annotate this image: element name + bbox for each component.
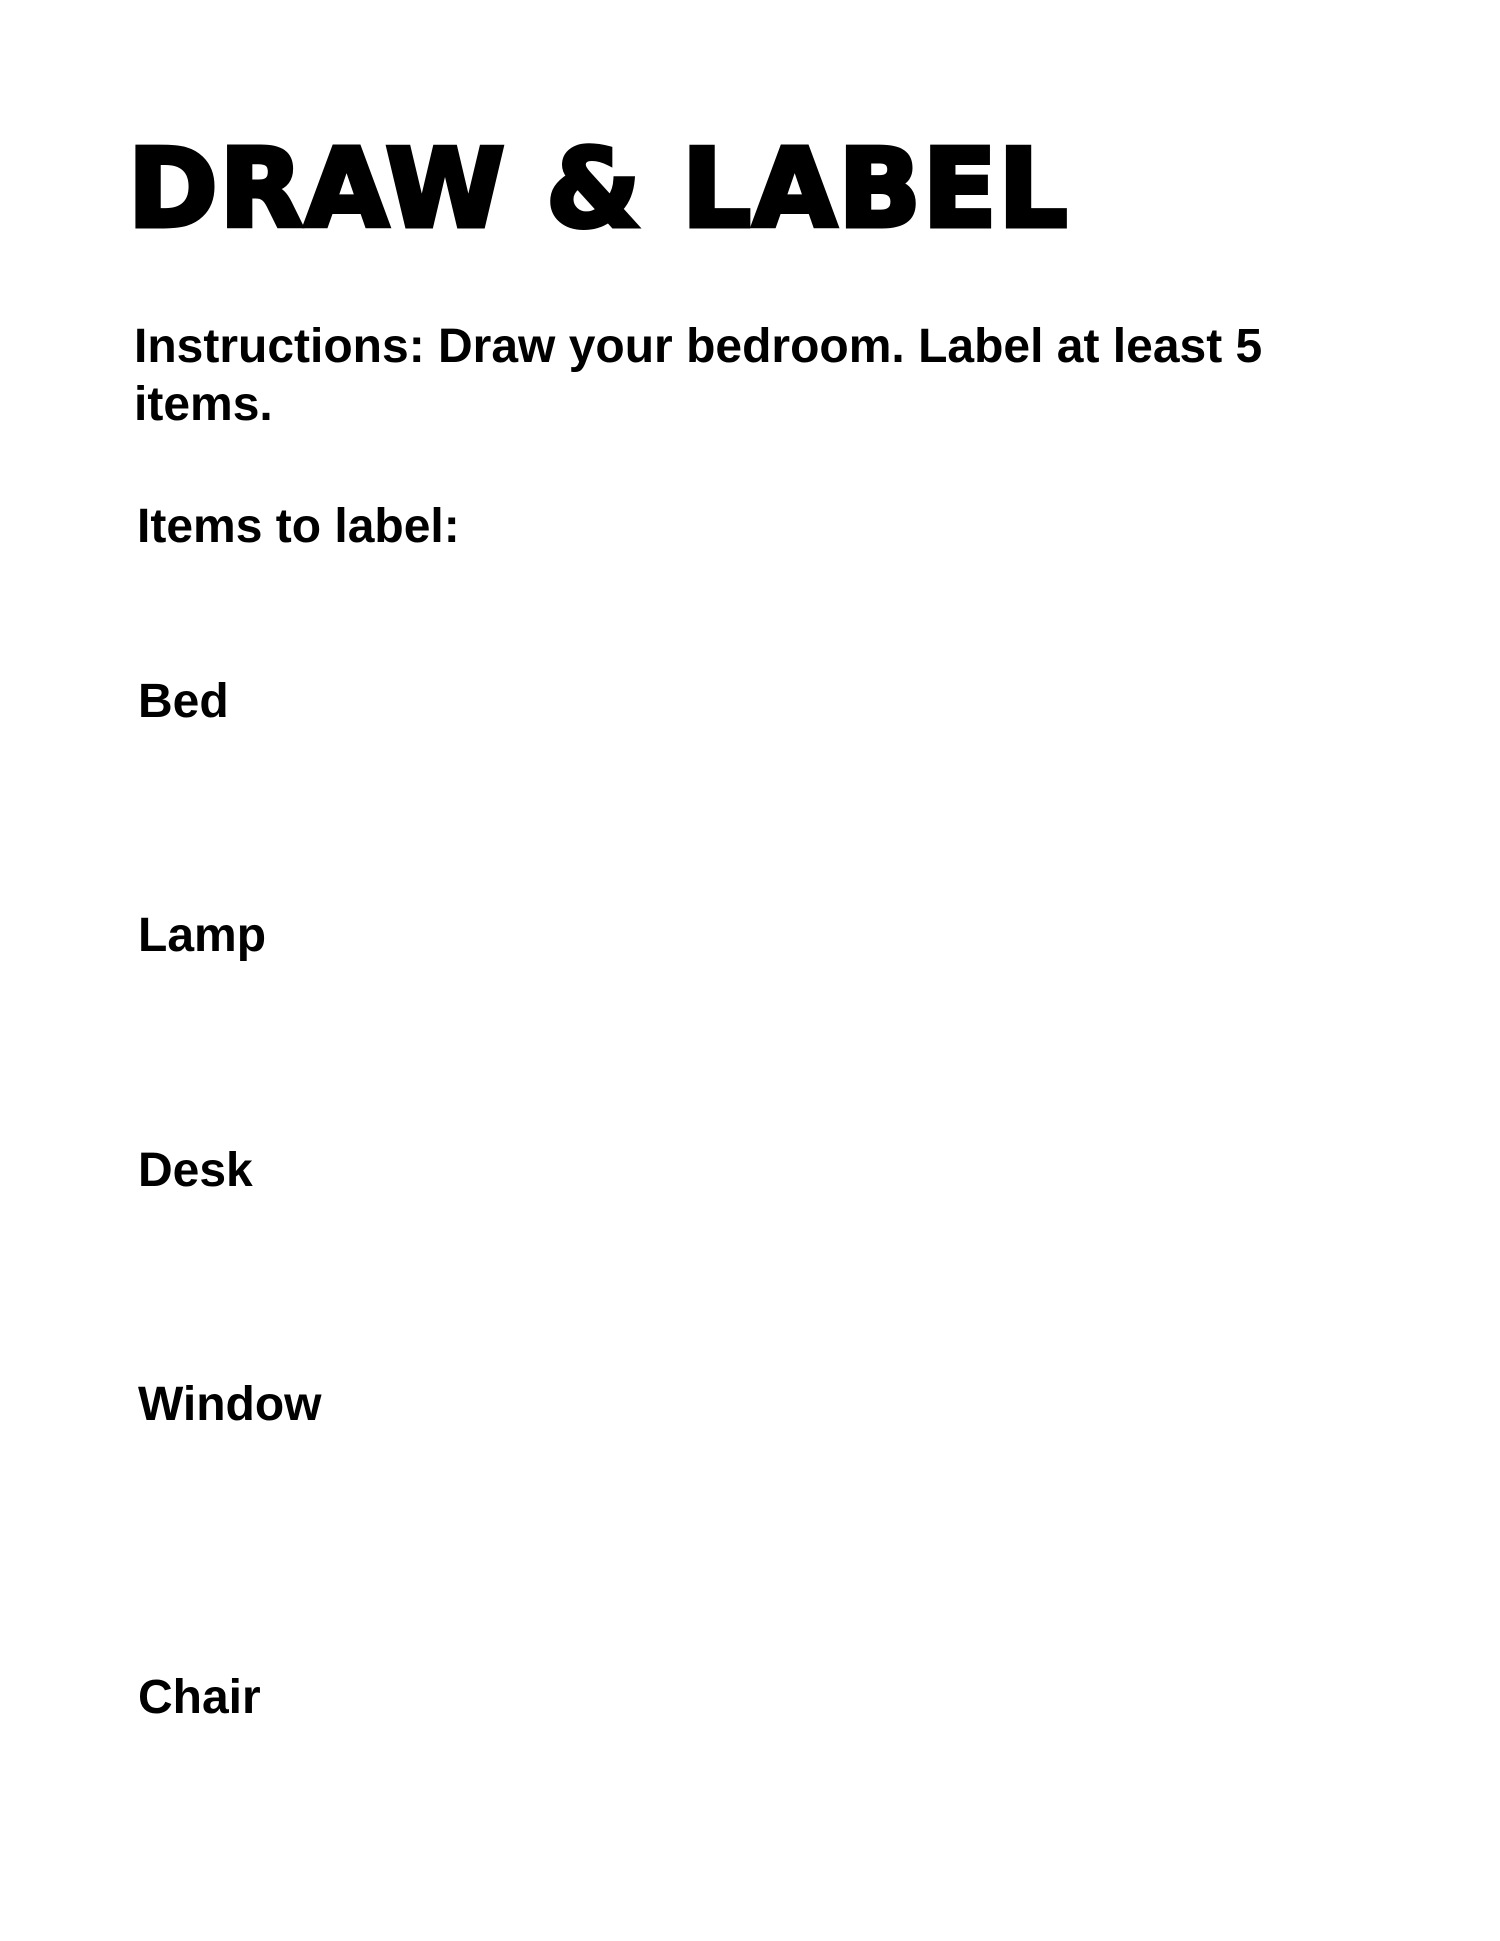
item-label-window: Window (138, 1378, 322, 1431)
instructions-text: Instructions: Draw your bedroom. Label at least 5 items. (134, 320, 1263, 431)
item-label-bed: Bed (138, 675, 229, 728)
items-heading: Items to label: (137, 500, 460, 553)
item-label-lamp: Lamp (138, 909, 267, 962)
page-title: DRAW & LABEL (128, 127, 1070, 252)
item-label-chair: Chair (138, 1671, 261, 1724)
item-label-desk: Desk (138, 1144, 253, 1197)
